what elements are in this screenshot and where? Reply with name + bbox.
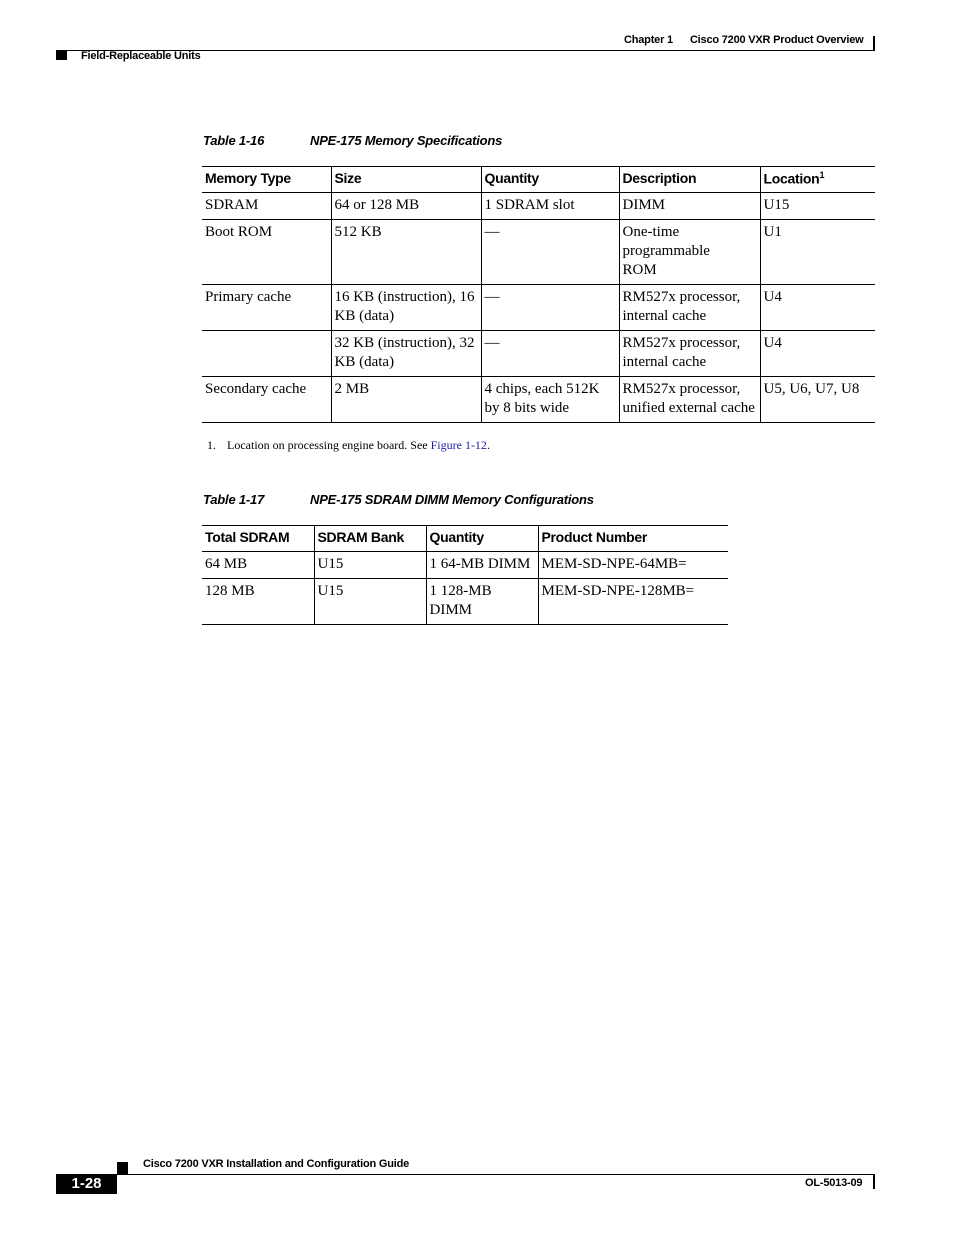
cell: U4 <box>760 285 875 331</box>
cell: 1 64-MB DIMM <box>426 552 538 579</box>
cell: — <box>481 331 619 377</box>
page-number: 1-28 <box>56 1174 117 1194</box>
cell: 32 KB (instruction), 32 KB (data) <box>331 331 481 377</box>
cell: U5, U6, U7, U8 <box>760 377 875 423</box>
memory-spec-table <box>202 166 875 423</box>
chapter-label: Chapter 1 <box>624 34 673 46</box>
cell <box>202 331 331 377</box>
footer-rule <box>117 1174 875 1175</box>
table-row <box>202 377 875 423</box>
table-row <box>202 285 875 331</box>
running-header <box>624 34 863 46</box>
cell: Primary cache <box>202 285 331 331</box>
table-row <box>202 331 875 377</box>
cell: 16 KB (instruction), 16 KB (data) <box>331 285 481 331</box>
cell: Boot ROM <box>202 220 331 285</box>
cell: SDRAM <box>202 193 331 220</box>
footnote-text: Location on processing engine board. See <box>227 438 431 452</box>
doc-number: OL-5013-09 <box>805 1177 863 1189</box>
table2-number: Table 1-17 <box>203 492 265 507</box>
header-bar <box>873 36 875 51</box>
figure-link[interactable]: Figure 1-12 <box>430 438 487 452</box>
footer-bar <box>873 1175 875 1189</box>
chapter-title: Cisco 7200 VXR Product Overview <box>689 34 864 46</box>
col-size: Size <box>331 167 481 193</box>
cell: — <box>481 220 619 285</box>
cell: — <box>481 285 619 331</box>
cell: U15 <box>314 552 426 579</box>
cell: 64 or 128 MB <box>331 193 481 220</box>
cell: 128 MB <box>202 579 314 625</box>
table1-number: Table 1-16 <box>203 133 265 148</box>
col-quantity: Quantity <box>426 526 538 552</box>
col-memory-type: Memory Type <box>202 167 331 193</box>
cell: MEM-SD-NPE-64MB= <box>538 552 728 579</box>
cell: 1 SDRAM slot <box>481 193 619 220</box>
cell: 64 MB <box>202 552 314 579</box>
cell: DIMM <box>619 193 760 220</box>
footnote-ref: 1 <box>819 170 825 180</box>
table-header-row <box>202 167 875 193</box>
cell: 1 128-MB DIMM <box>426 579 538 625</box>
cell: One-time programmable ROM <box>619 220 760 285</box>
col-total-sdram: Total SDRAM <box>202 526 314 552</box>
table1-caption <box>203 133 503 148</box>
col-location: Location$^1$ <box>760 167 875 193</box>
table1-footnote: 1. Location on processing engine board. See Figure 1-12. <box>207 438 490 452</box>
cell: U15 <box>760 193 875 220</box>
cell: RM527x processor, unified external cache <box>619 377 760 423</box>
table-row <box>202 579 728 625</box>
footer-block <box>117 1162 128 1174</box>
table-row <box>202 220 875 285</box>
cell: RM527x processor, internal cache <box>619 285 760 331</box>
header-block <box>56 50 67 60</box>
col-product-number: Product Number <box>538 526 728 552</box>
col-quantity: Quantity <box>481 167 619 193</box>
section-title: Field-Replaceable Units <box>81 50 201 62</box>
dimm-config-table <box>202 525 728 625</box>
cell: MEM-SD-NPE-128MB= <box>538 579 728 625</box>
cell: 4 chips, each 512K by 8 bits wide <box>481 377 619 423</box>
cell: Secondary cache <box>202 377 331 423</box>
col-sdram-bank: SDRAM Bank <box>314 526 426 552</box>
table-row <box>202 552 728 579</box>
cell: 512 KB <box>331 220 481 285</box>
table-row <box>202 193 875 220</box>
col-description: Description <box>619 167 760 193</box>
table2-title: NPE-175 SDRAM DIMM Memory Configurations <box>310 492 594 507</box>
cell: RM527x processor, internal cache <box>619 331 760 377</box>
cell: U15 <box>314 579 426 625</box>
table-header-row <box>202 526 728 552</box>
guide-title: Cisco 7200 VXR Installation and Configuration Guide <box>143 1158 410 1170</box>
footnote-number: 1. <box>207 438 216 452</box>
cell: 2 MB <box>331 377 481 423</box>
table1-title: NPE-175 Memory Specifications <box>310 133 503 148</box>
cell: U1 <box>760 220 875 285</box>
table2-caption <box>203 492 594 507</box>
cell: U4 <box>760 331 875 377</box>
